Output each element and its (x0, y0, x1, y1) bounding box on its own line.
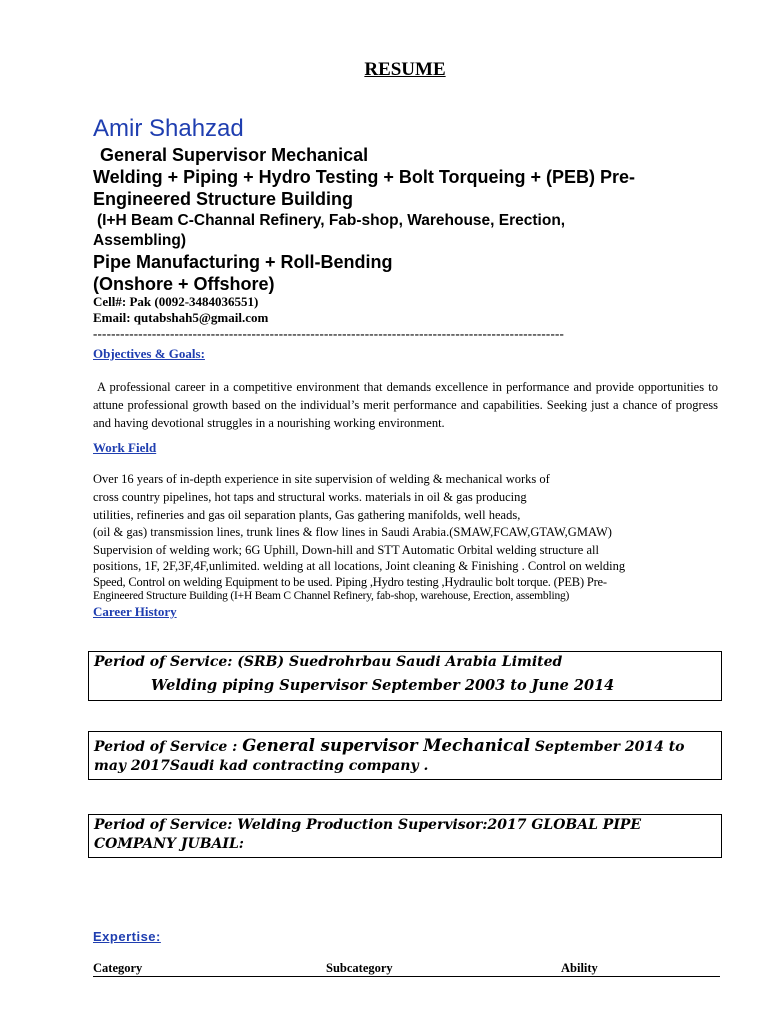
work-field-line: Over 16 years of in-depth experience in site supervision of welding & mechanical works of (93, 472, 550, 486)
objectives-text: A professional career in a competitive environment that demands excellence in performance and provide opportunities to attune professional growth based on the individual’s merit performance and capabilities. Seeking just a chance of progress and having devotional struggles in a nourishing working environment. (93, 380, 718, 430)
headline-location: (Onshore + Offshore) (93, 274, 275, 294)
work-field-line: (oil & gas) transmission lines, trunk lines & flow lines in Saudi Arabia.(SMAW,FCAW,GTAW,GMAW) (93, 525, 612, 539)
career-entry (88, 651, 722, 701)
expertise-column-ability: Ability (561, 961, 598, 975)
work-field-line: utilities, refineries and gas oil separation plants, Gas gathering manifolds, well heads, (93, 508, 521, 522)
career-entry-company: may 2017Saudi kad contracting company . (94, 758, 429, 774)
expertise-table-rule (93, 976, 720, 977)
work-field-line: Speed, Control on welding Equipment to be used. Piping ,Hydro testing ,Hydraulic bolt torque. (PEB) Pre- (93, 575, 607, 589)
work-field-line: cross country pipelines, hot taps and structural works. materials in oil & gas producing (93, 490, 527, 504)
headline-manufacturing: Pipe Manufacturing + Roll-Bending (93, 252, 393, 272)
headline-role: General Supervisor Mechanical (100, 145, 369, 165)
expertise-column-subcategory: Subcategory (326, 961, 393, 975)
resume-title: RESUME (364, 59, 446, 80)
career-entry-period: Period of Service: (SRB) Suedrohrbau Saudi Arabia Limited (94, 654, 563, 670)
headline-scope-cont: Assembling) (93, 232, 187, 249)
contact-email: Email: qutabshah5@gmail.com (93, 310, 269, 325)
career-entry-period (94, 736, 685, 755)
work-field-line: positions, 1F, 2F,3F,4F,unlimited. welding at all locations, Joint cleaning & Finishing . Control on welding (93, 559, 626, 573)
contact-cell: Cell#: Pak (0092-3484036551) (93, 294, 259, 309)
candidate-name: Amir Shahzad (93, 115, 244, 142)
headline-skills: Welding + Piping + Hydro Testing + Bolt Torqueing + (PEB) Pre- (93, 167, 636, 187)
career-entry-dates: September 2014 to (530, 739, 685, 755)
work-field-line: Supervision of welding work; 6G Uphill, Down-hill and STT Automatic Orbital welding structure all (93, 543, 599, 557)
section-divider: -------------------------------------------------------------------------------------------------------- (93, 326, 565, 341)
work-field-line: Engineered Structure Building (I+H Beam C Channel Refinery, fab-shop, warehouse, Erection, assembling) (93, 590, 570, 602)
career-entry-role: Welding piping Supervisor September 2003 to June 2014 (151, 677, 615, 694)
career-entry-label: Period of Service : (94, 739, 243, 755)
headline-scope: (I+H Beam C-Channal Refinery, Fab-shop, Warehouse, Erection, (97, 212, 566, 229)
career-entry-period: Period of Service: Welding Production Supervisor:2017 GLOBAL PIPE (94, 817, 642, 833)
expertise-heading: Expertise: (93, 929, 161, 944)
career-entry (88, 814, 722, 858)
career-entry-role: General supervisor Mechanical (242, 736, 531, 755)
career-entry-company: COMPANY JUBAIL: (94, 836, 244, 852)
career-entry (88, 731, 722, 780)
work-field-heading: Work Field (93, 440, 157, 455)
headline-skills-cont: Engineered Structure Building (93, 189, 354, 209)
career-history-heading: Career History (93, 604, 177, 619)
objectives-heading: Objectives & Goals: (93, 346, 205, 361)
expertise-column-category: Category (93, 961, 143, 975)
